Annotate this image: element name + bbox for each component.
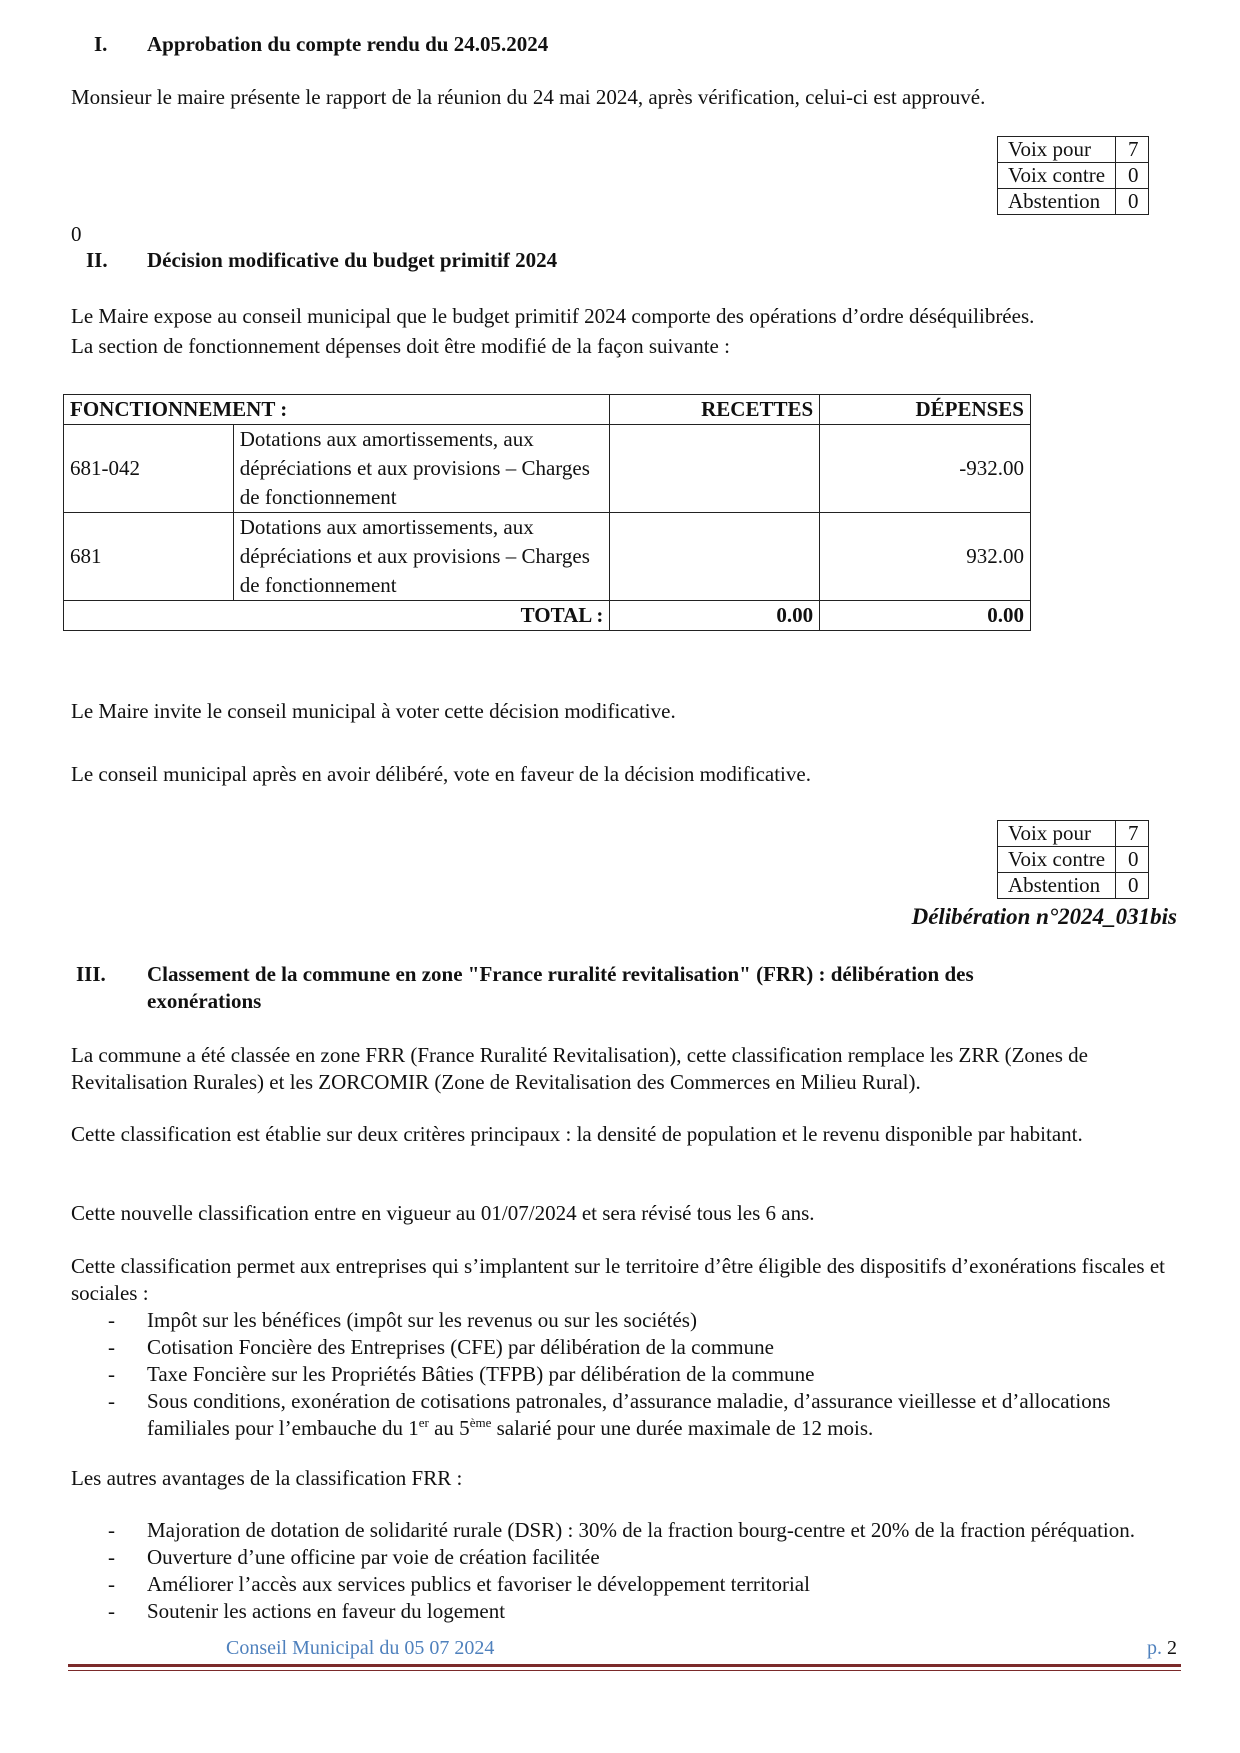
footer-title: Conseil Municipal du 05 07 2024 <box>226 1637 495 1659</box>
vote-value: 7 <box>1116 821 1149 847</box>
advantages-list <box>71 1517 1151 1625</box>
budget-row <box>64 425 1031 513</box>
budget-code: 681 <box>64 513 234 601</box>
budget-total-row <box>64 601 1031 631</box>
list-item-text: Impôt sur les bénéfices (impôt sur les revenus ou sur les sociétés) <box>147 1308 697 1332</box>
section-3-title-line-2: exonérations <box>147 989 262 1013</box>
budget-code: 681-042 <box>64 425 234 513</box>
budget-row <box>64 513 1031 601</box>
vote-value: 0 <box>1116 847 1149 873</box>
list-item: - Améliorer l’accès aux services publics et favoriser le développement territorial <box>108 1572 810 1596</box>
budget-header-label: FONCTIONNEMENT : <box>64 395 610 425</box>
vote-label: Voix pour <box>998 137 1116 163</box>
budget-total-label: TOTAL : <box>64 601 610 631</box>
vote-label: Abstention <box>998 873 1116 899</box>
list-item-text: Sous conditions, exonération de cotisations patronales, d’assurance maladie, d’assurance vieillesse et d’allocations familiales pour l’embauche du 1 <box>147 1389 1111 1440</box>
vote-value: 0 <box>1116 163 1149 189</box>
vote-label: Voix contre <box>998 847 1116 873</box>
list-item-text: Améliorer l’accès aux services publics et favoriser le développement territorial <box>147 1572 810 1596</box>
vote-value: 7 <box>1116 137 1149 163</box>
budget-header-recettes: RECETTES <box>610 395 820 425</box>
section-3-paragraph-2: Cette classification est établie sur deux critères principaux : la densité de population et le revenu disponible par habitant. <box>71 1122 1083 1146</box>
budget-recettes <box>610 425 820 513</box>
budget-total-recettes: 0.00 <box>610 601 820 631</box>
list-item-text: salarié pour une durée maximale de 12 mois. <box>491 1416 874 1440</box>
vote-table-2 <box>997 820 1149 899</box>
vote-table-1 <box>997 136 1149 215</box>
list-item: - Impôt sur les bénéfices (impôt sur les revenus ou sur les sociétés) <box>108 1308 697 1332</box>
section-2-paragraph-2: La section de fonctionnement dépenses doit être modifié de la façon suivante : <box>71 334 730 358</box>
section-3-paragraph-3: Cette nouvelle classification entre en vigueur au 01/07/2024 et sera révisé tous les 6 ans. <box>71 1201 815 1225</box>
footer-rule-thin <box>68 1670 1181 1671</box>
budget-total-depenses: 0.00 <box>820 601 1031 631</box>
budget-description: Dotations aux amortissements, aux dépréciations et aux provisions – Charges de fonctionnement <box>233 513 610 601</box>
section-1-number: I. <box>94 32 108 56</box>
vote-row <box>998 821 1149 847</box>
exemptions-list <box>71 1307 1151 1442</box>
section-3-title-line-1: Classement de la commune en zone "France ruralité revitalisation" (FRR) : délibération des <box>147 962 974 986</box>
section-3-paragraph-4: Cette classification permet aux entreprises qui s’implantent sur le territoire d’être éligible des dispositifs d’exonérations fiscales et sociales : <box>71 1254 1165 1305</box>
section-3-number: III. <box>76 962 106 986</box>
section-1-title: Approbation du compte rendu du 24.05.2024 <box>147 32 549 56</box>
section-1-heading <box>0 32 1240 60</box>
list-item: - Sous conditions, exonération de cotisations patronales, d’assurance maladie, d’assurance vieillesse et d’allocations familiales pour l’embauche du 1er au 5ème salarié pour une durée maximale de 12 mois. <box>108 1389 1111 1440</box>
list-item-text: Majoration de dotation de solidarité rurale (DSR) : 30% de la fraction bourg-centre et 20% de la fraction péréquation. <box>147 1518 1136 1542</box>
budget-description: Dotations aux amortissements, aux dépréciations et aux provisions – Charges de fonctionnement <box>233 425 610 513</box>
list-item: - Cotisation Foncière des Entreprises (CFE) par délibération de la commune <box>108 1335 774 1359</box>
list-item-text: Ouverture d’une officine par voie de création facilitée <box>147 1545 600 1569</box>
list-item: - Ouverture d’une officine par voie de création facilitée <box>108 1545 600 1569</box>
footer-rule <box>68 1664 1181 1667</box>
superscript: ème <box>469 1415 492 1430</box>
vote-row <box>998 137 1149 163</box>
section-1-paragraph: Monsieur le maire présente le rapport de la réunion du 24 mai 2024, après vérification, celui-ci est approuvé. <box>71 85 986 109</box>
vote-label: Abstention <box>998 189 1116 215</box>
vote-value: 0 <box>1116 873 1149 899</box>
page-prefix: p. <box>1147 1637 1162 1659</box>
list-item-text: au 5 <box>428 1416 470 1440</box>
budget-header-depenses: DÉPENSES <box>820 395 1031 425</box>
section-3-paragraph-5: Les autres avantages de la classification FRR : <box>71 1466 463 1490</box>
budget-header-row <box>64 395 1031 425</box>
budget-depenses: 932.00 <box>820 513 1031 601</box>
section-2-paragraph-1: Le Maire expose au conseil municipal que le budget primitif 2024 comporte des opérations d’ordre déséquilibrées. <box>71 304 1035 328</box>
list-item: - Taxe Foncière sur les Propriétés Bâties (TFPB) par délibération de la commune <box>108 1362 815 1386</box>
budget-table <box>63 394 1031 631</box>
list-item: - Soutenir les actions en faveur du logement <box>108 1599 506 1623</box>
vote-value: 0 <box>1116 189 1149 215</box>
list-item-text: Soutenir les actions en faveur du logement <box>147 1599 506 1623</box>
footer-page <box>1147 1637 1177 1660</box>
section-2-title: Décision modificative du budget primitif 2024 <box>147 248 558 272</box>
list-item: - Majoration de dotation de solidarité rurale (DSR) : 30% de la fraction bourg-centre et 20% de la fraction péréquation. <box>108 1518 1136 1542</box>
vote-label: Voix contre <box>998 163 1116 189</box>
section-2-vote-text: Le conseil municipal après en avoir délibéré, vote en faveur de la décision modificative. <box>71 762 811 786</box>
page-number: 2 <box>1167 1637 1177 1659</box>
vote-label: Voix pour <box>998 821 1116 847</box>
vote-row <box>998 189 1149 215</box>
superscript: er <box>418 1415 429 1430</box>
section-3-paragraph-1: La commune a été classée en zone FRR (France Ruralité Revitalisation), cette classification remplace les ZRR (Zones de Revitalisation Rurales) et les ZORCOMIR (Zone de Revitalisation des Commerces en Milieu Rural). <box>71 1043 1088 1094</box>
budget-recettes <box>610 513 820 601</box>
vote-row <box>998 163 1149 189</box>
list-item-text: Cotisation Foncière des Entreprises (CFE) par délibération de la commune <box>147 1335 774 1359</box>
section-2-invite: Le Maire invite le conseil municipal à voter cette décision modificative. <box>71 699 676 723</box>
section-3-heading <box>0 962 1240 1018</box>
vote-row <box>998 847 1149 873</box>
stray-zero: 0 <box>71 222 82 246</box>
vote-row <box>998 873 1149 899</box>
deliberation-number: Délibération n°2024_031bis <box>911 904 1177 929</box>
section-2-number: II. <box>86 248 108 272</box>
budget-depenses: -932.00 <box>820 425 1031 513</box>
list-item-text: Taxe Foncière sur les Propriétés Bâties (TFPB) par délibération de la commune <box>147 1362 815 1386</box>
section-2-heading <box>0 248 1240 276</box>
